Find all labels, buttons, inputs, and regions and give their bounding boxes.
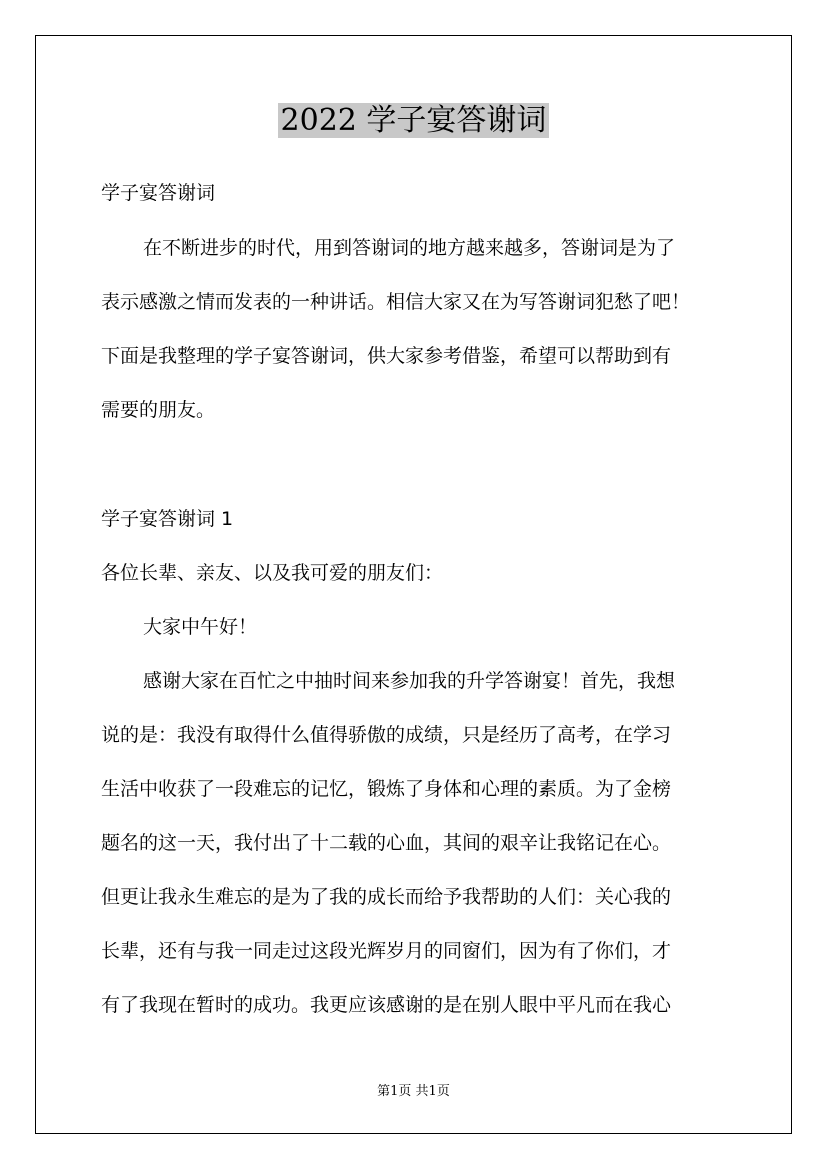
intro-line-3: 下面是我整理的学子宴答谢词，供大家参考借鉴，希望可以帮助到有 (101, 345, 672, 367)
body-line-5: 但更让我永生难忘的是为了我的成长而给予我帮助的人们：关心我的 (101, 886, 672, 908)
body-line-7: 有了我现在暂时的成功。我更应该感谢的是在别人眼中平凡而在我心 (101, 994, 672, 1016)
document-title (0, 99, 827, 143)
body-line-2: 说的是：我没有取得什么值得骄傲的成绩，只是经历了高考，在学习 (101, 724, 672, 746)
salutation: 各位长辈、亲友、以及我可爱的朋友们： (101, 562, 444, 584)
intro-line-1: 在不断进步的时代，用到答谢词的地方越来越多，答谢词是为了 (143, 237, 676, 259)
body-line-4: 题名的这一天，我付出了十二载的心血，其间的艰辛让我铭记在心。 (101, 832, 672, 854)
intro-line-4: 需要的朋友。 (101, 399, 216, 421)
intro-line-2: 表示感激之情而发表的一种讲话。相信大家又在为写答谢词犯愁了吧！ (101, 291, 691, 313)
body-line-6: 长辈，还有与我一同走过这段光辉岁月的同窗们，因为有了你们，才 (101, 940, 672, 962)
body-line-3: 生活中收获了一段难忘的记忆，锻炼了身体和心理的素质。为了金榜 (101, 778, 672, 800)
page-footer: 第1页 共1页 (377, 1084, 450, 1099)
body-line-1: 感谢大家在百忙之中抽时间来参加我的升学答谢宴！首先，我想 (143, 670, 676, 692)
greeting: 大家中午好！ (143, 616, 258, 638)
section-heading: 学子宴答谢词 1 (101, 508, 234, 530)
document-title-text: 2022 学子宴答谢词 (278, 103, 550, 138)
document-subtitle: 学子宴答谢词 (101, 182, 216, 204)
